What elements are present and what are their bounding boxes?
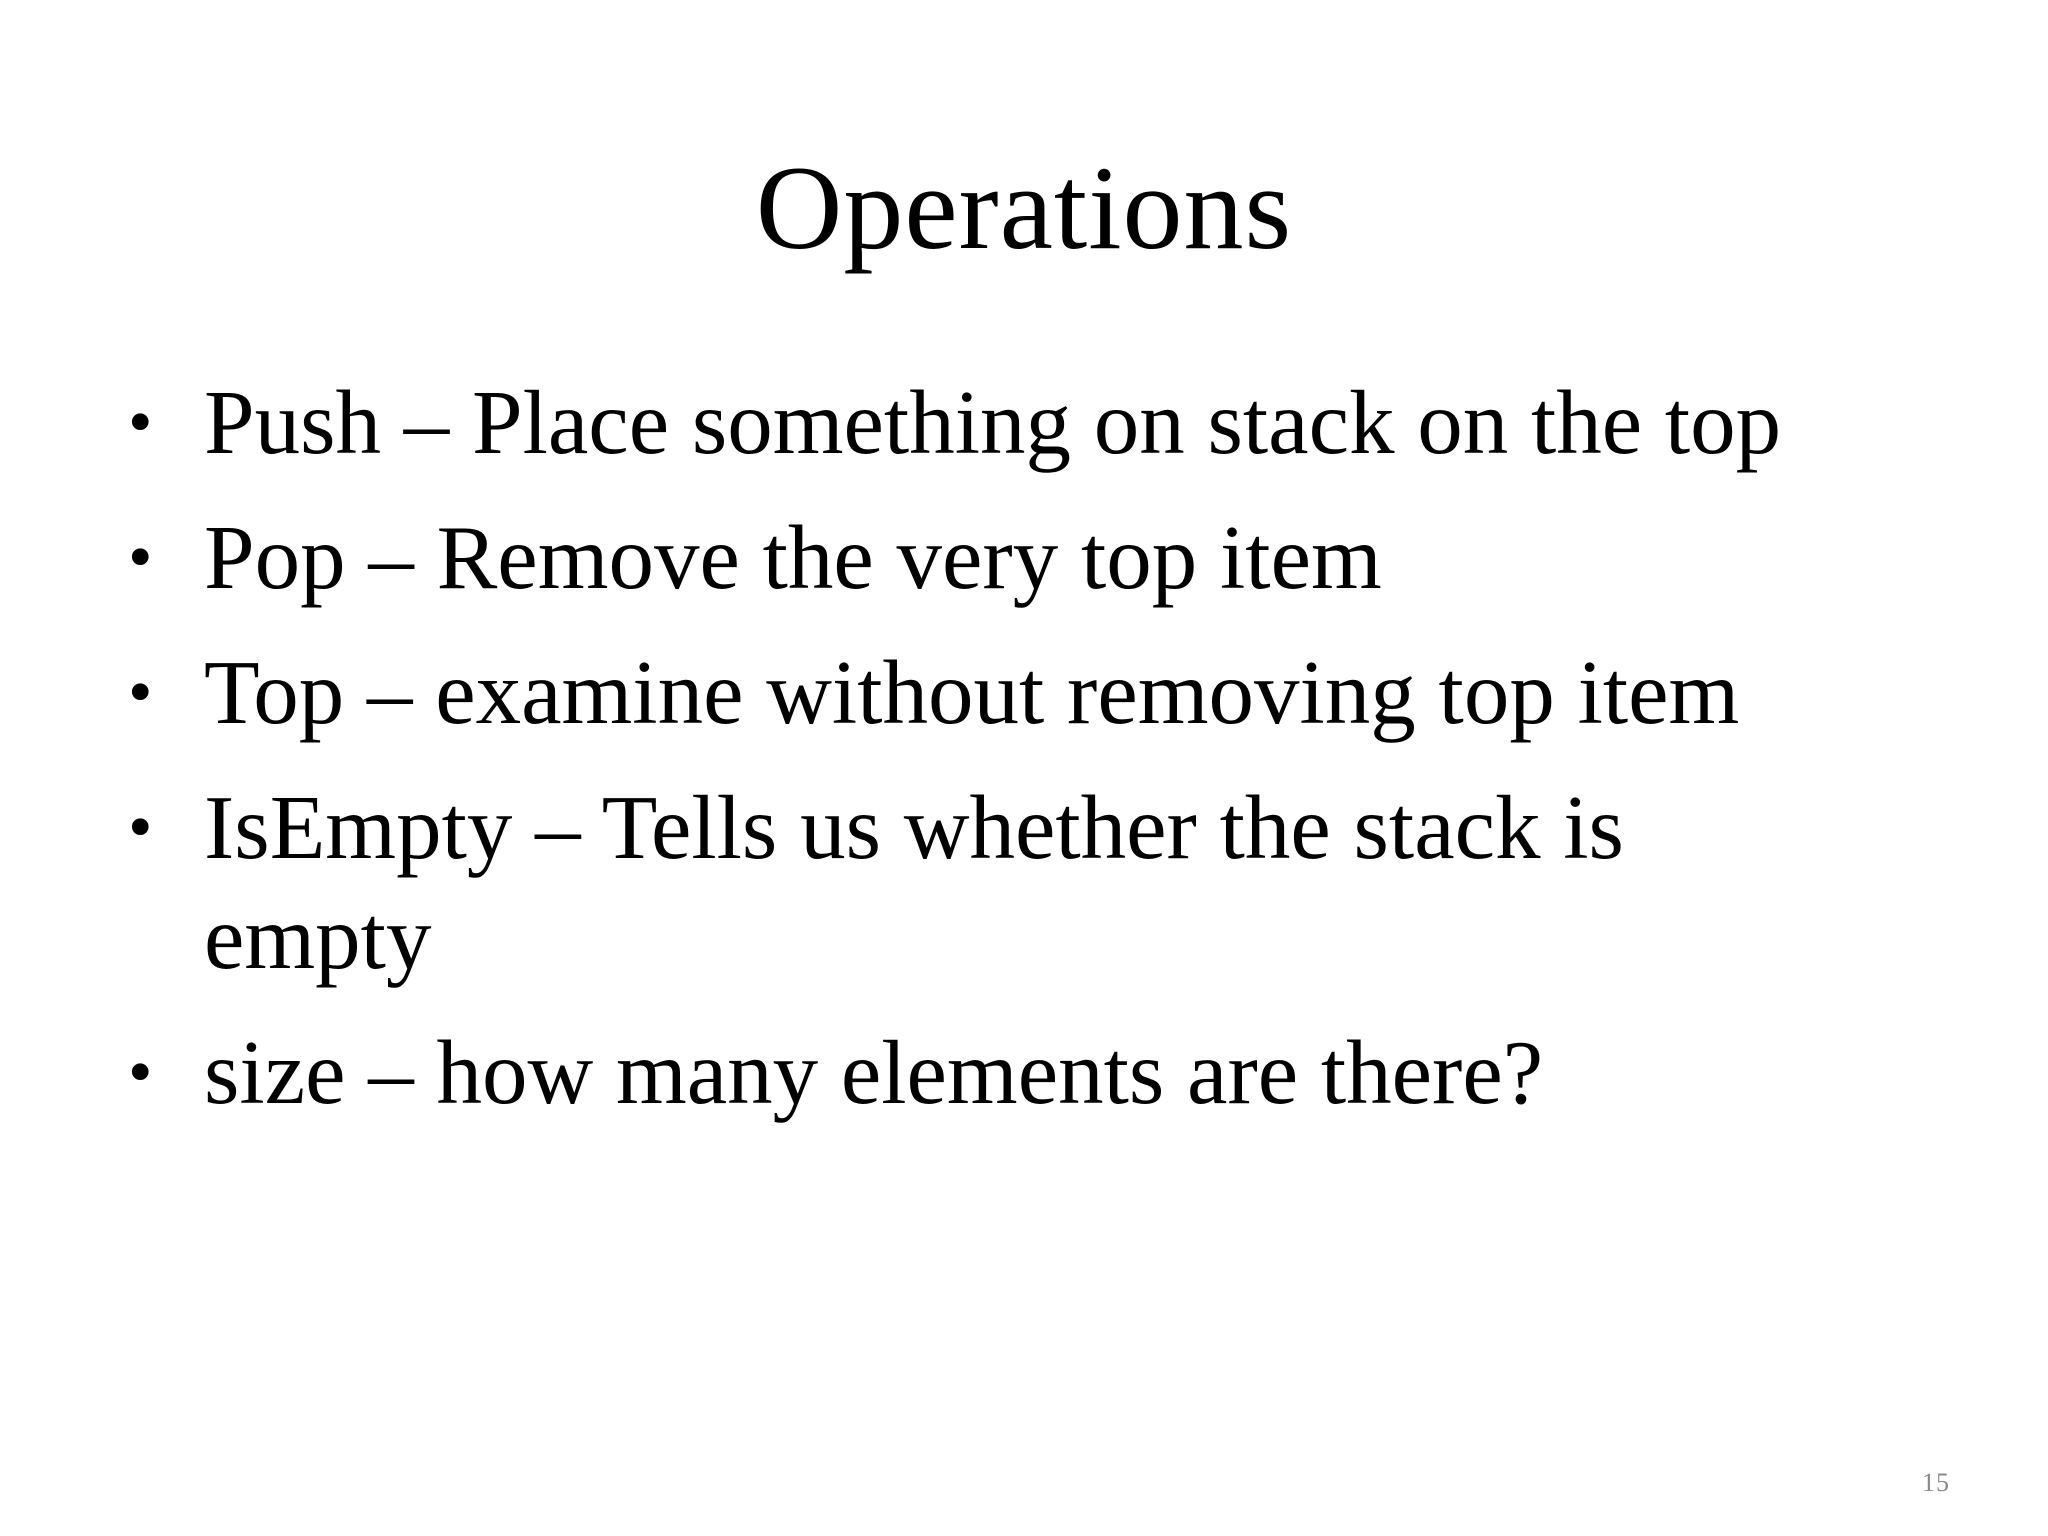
- bullet-list: [120, 368, 1940, 1153]
- bullet-icon: •: [128, 384, 153, 461]
- bullet-text: size – how many elements are there?: [204, 1022, 1544, 1123]
- bullet-icon: •: [128, 1034, 153, 1111]
- bullet-item-pop: [120, 503, 1940, 613]
- bullet-text: IsEmpty – Tells us whether the stack is empty: [204, 777, 1624, 988]
- bullet-icon: •: [128, 654, 153, 731]
- slide-title: Operations: [755, 141, 1293, 274]
- bullet-text: Push – Place something on stack on the top: [204, 372, 1782, 473]
- bullet-item-size: [120, 1018, 1940, 1128]
- bullet-text: Top – examine without removing top item: [204, 642, 1740, 743]
- bullet-item-top: [120, 638, 1940, 748]
- bullet-icon: •: [128, 789, 153, 866]
- bullet-icon: •: [128, 519, 153, 596]
- bullet-item-isempty: [120, 773, 1940, 993]
- bullet-text: Pop – Remove the very top item: [204, 507, 1382, 608]
- slide-number: 15: [1922, 1468, 1950, 1497]
- bullet-item-push: [120, 368, 1940, 478]
